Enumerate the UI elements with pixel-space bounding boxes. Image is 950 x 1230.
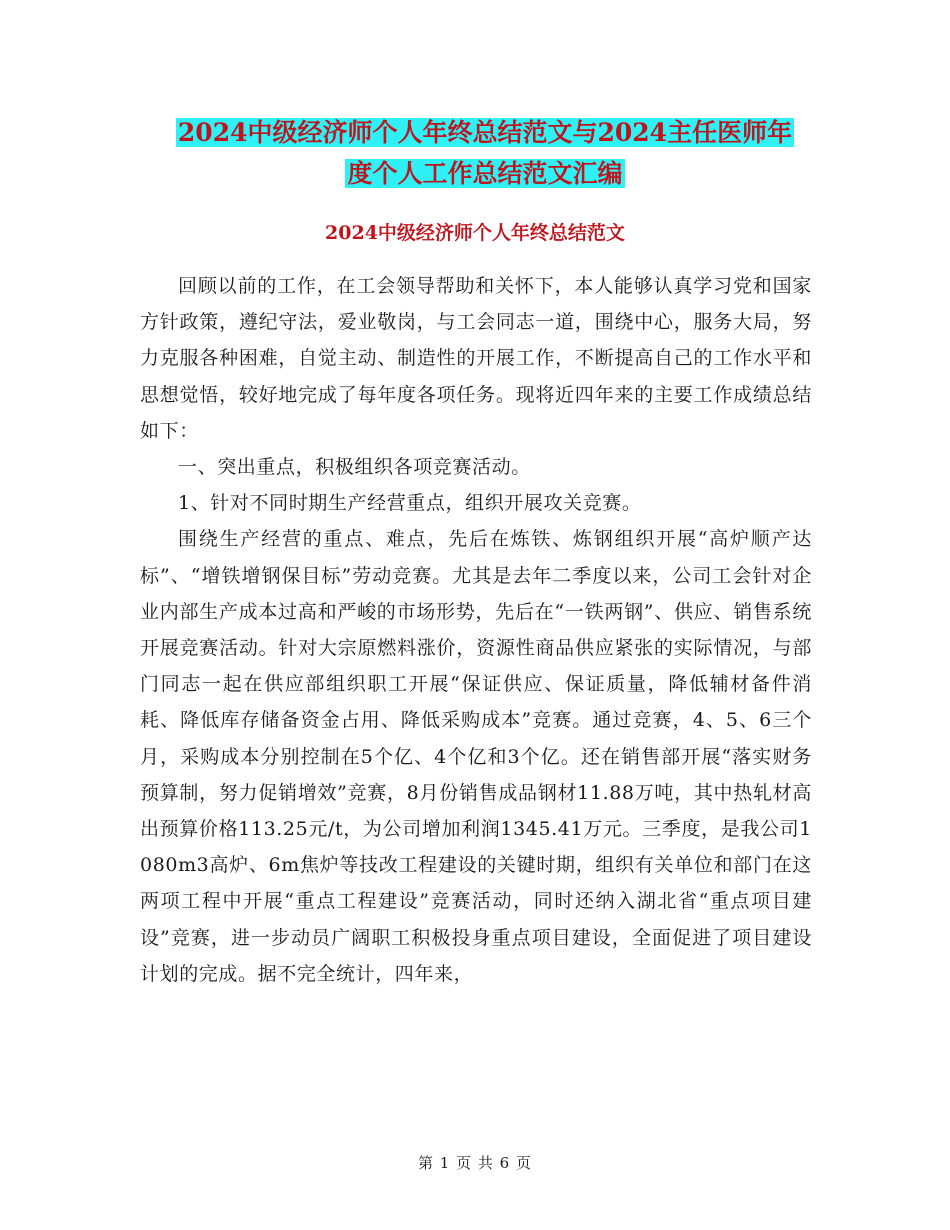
paragraph-body-1: 围绕生产经营的重点、难点，先后在炼铁、炼钢组织开展“高炉顺产达标”、“增铁增钢保目标”劳动竞赛。尤其是去年二季度以来，公司工会针对企业内部生产成本过高和严峻的市场形势，先后在“一铁两钢”、供应、销售系统开展竞赛活动。针对大宗原燃料涨价，资源性商品供应紧张的实际情况，与部门同志一起在供应部组织职工开展“保证供应、保证质量，降低辅材备件消耗、降低库存储备资金占用、降低采购成本”竞赛。通过竞赛，4、5、6三个月，采购成本分别控制在5个亿、4个亿和3个亿。还在销售部开展“落实财务预算制，努力促销增效”竞赛，8月份销售成品钢材11.88万吨，其中热轧材高出预算价格113.25元/t，为公司增加利润1345.41万元。三季度，是我公司1080m3高炉、6m焦炉等技改工程建设的关键时期，组织有关单位和部门在这两项工程中开展“重点工程建设”竞赛活动，同时还纳入湖北省“重点项目建设”竞赛，进一步动员广阔职工积极投身重点项目建设，全面促进了项目建设计划的完成。据不完全统计，四年来， [140,528,812,985]
document-title [140,112,830,194]
paragraph-subheading-1: 1、针对不同时期生产经营重点，组织开展攻关竞赛。 [178,492,642,515]
paragraph-heading-1: 一、突出重点，积极组织各项竞赛活动。 [178,456,531,479]
document-body [140,268,812,992]
page-footer: 第 1 页 共 6 页 [418,1154,532,1172]
section-title: 2024中级经济师个人年终总结范文 [325,222,625,244]
document-title-line-2: 度个人工作总结范文汇编 [347,159,623,188]
paragraph-intro: 回顾以前的工作，在工会领导帮助和关怀下，本人能够认真学习党和国家方针政策，遵纪守法，爱业敬岗，与工会同志一道，围绕中心，服务大局，努力克服各种困难，自觉主动、制造性的开展工作，不断提高自己的工作水平和思想觉悟，较好地完成了每年度各项任务。现将近四年来的主要工作成绩总结如下： [140,275,812,442]
document-title-line-1: 2024中级经济师个人年终总结范文与2024主任医师年 [177,118,793,147]
